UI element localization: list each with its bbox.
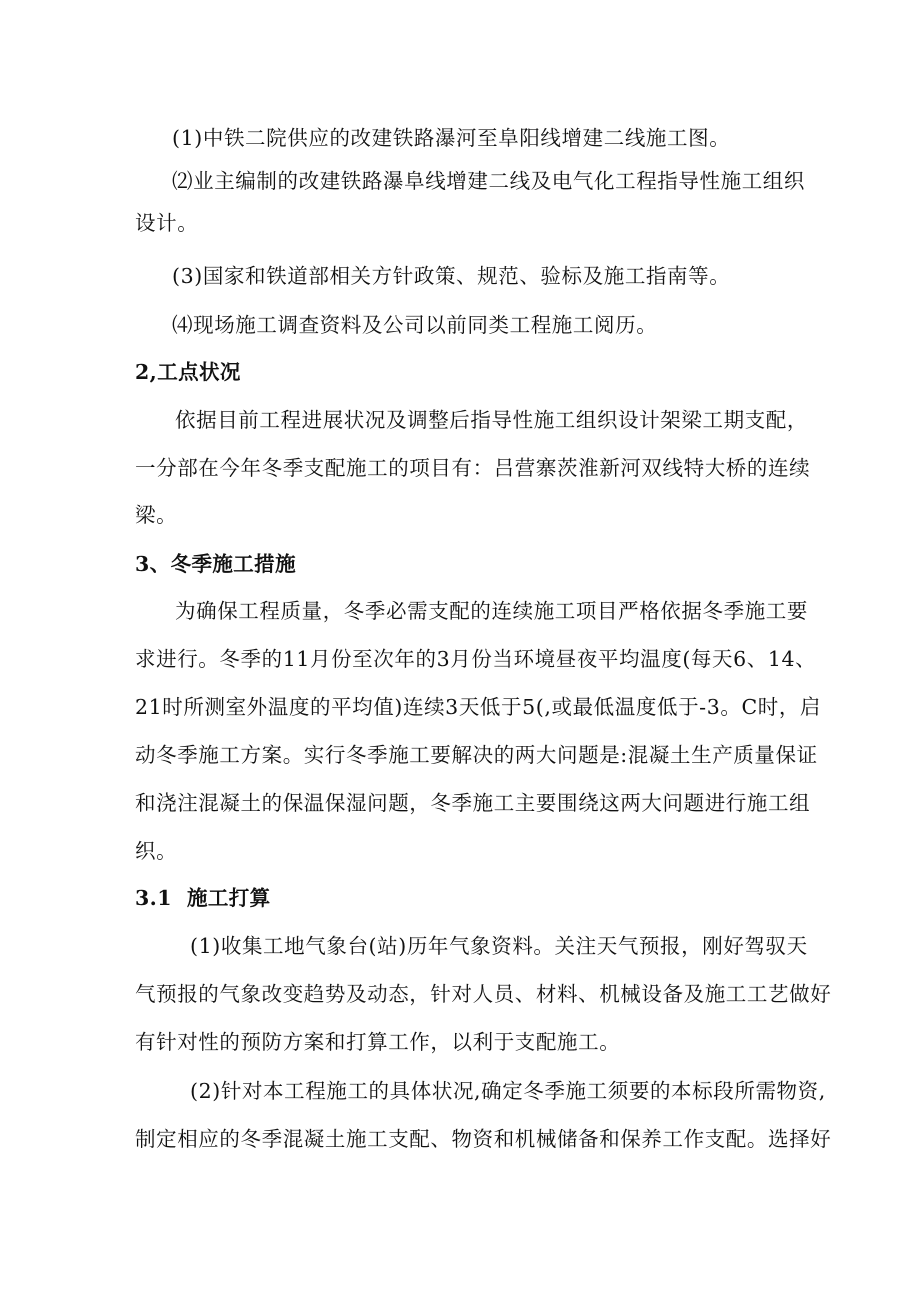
section-3-1-line-5: 制定相应的冬季混凝土施工支配、物资和机械储备和保养工作支配。选择好 <box>135 1127 832 1151</box>
section-3-line-1: 为确保工程质量，冬季必需支配的连续施工项目严格依据冬季施工要 <box>175 599 808 623</box>
reference-item-4: ⑷现场施工调查资料及公司以前同类工程施工阅历。 <box>172 313 658 337</box>
section-heading-3-1: 3.1 施工打算 <box>135 886 271 910</box>
section-3-1-line-3: 有针对性的预防方案和打算工作，以利于支配施工。 <box>135 1030 621 1054</box>
section-3-1-line-2: 气预报的气象改变趋势及动态，针对人员、材料、机械设备及施工工艺做好 <box>135 982 832 1006</box>
section-3-1-line-1: (1)收集工地气象台(站)历年气象资料。关注天气预报，刚好驾驭天 <box>190 934 808 958</box>
section-3-line-3: 21时所测室外温度的平均值)连续3天低于5(,或最低温度低于-3。C时，启 <box>135 695 822 719</box>
section-2-line-3: 梁。 <box>135 503 178 527</box>
reference-item-2-continued: 设计。 <box>135 211 199 235</box>
section-heading-2: 2,工点状况 <box>135 360 241 384</box>
reference-item-3: (3)国家和铁道部相关方针政策、规范、验标及施工指南等。 <box>172 264 731 288</box>
section-3-1-line-4: (2)针对本工程施工的具体状况,确定冬季施工须要的本标段所需物资, <box>190 1079 826 1103</box>
section-heading-3: 3、冬季施工措施 <box>135 552 296 576</box>
reference-item-1: (1)中铁二院供应的改建铁路瀑河至阜阳线增建二线施工图。 <box>172 126 731 150</box>
section-3-line-6: 织。 <box>135 839 178 863</box>
section-3-line-5: 和浇注混凝土的保温保湿问题，冬季施工主要围绕这两大问题进行施工组 <box>135 791 811 815</box>
section-2-line-2: 一分部在今年冬季支配施工的项目有：吕营寨茨淮新河双线特大桥的连续 <box>135 456 811 480</box>
section-3-line-4: 动冬季施工方案。实行冬季施工要解决的两大问题是:混凝土生产质量保证 <box>135 743 818 767</box>
reference-item-2: ⑵业主编制的改建铁路瀑阜线增建二线及电气化工程指导性施工组织 <box>172 169 805 193</box>
section-2-line-1: 依据目前工程进展状况及调整后指导性施工组织设计架梁工期支配， <box>175 408 808 432</box>
section-3-line-2: 求进行。冬季的11月份至次年的3月份当环境昼夜平均温度(每天6、14、 <box>135 647 817 671</box>
